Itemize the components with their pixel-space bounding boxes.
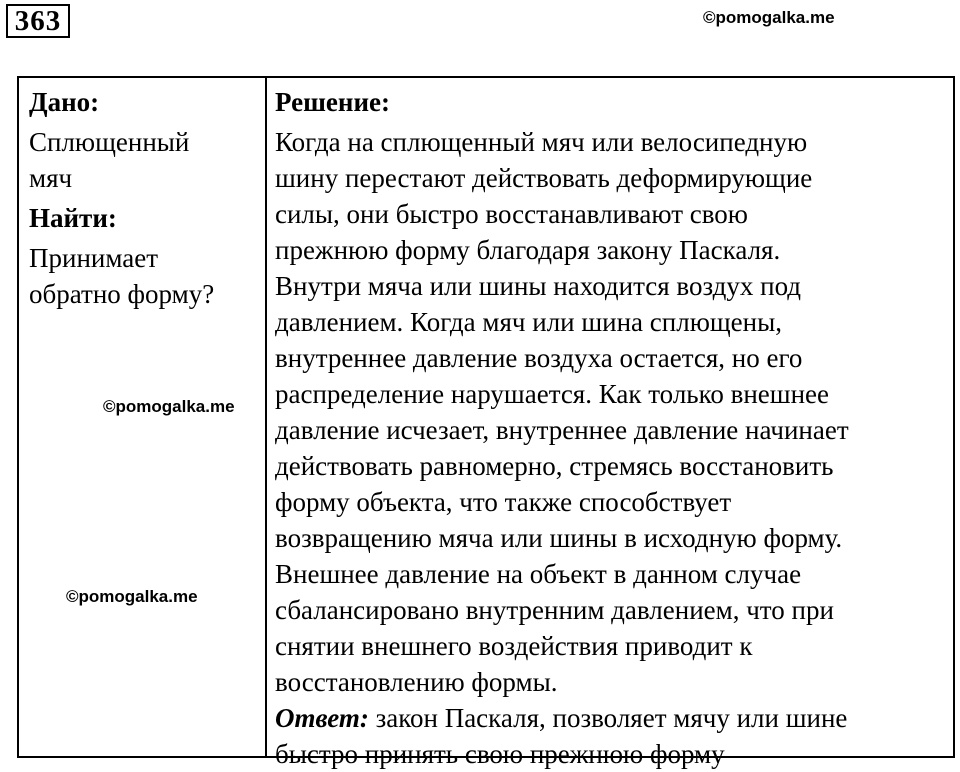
solution-line: действовать равномерно, стремясь восстановить	[275, 451, 834, 481]
solution-line: прежнюю форму благодаря закону Паскаля.	[275, 235, 781, 265]
given-line: Сплющенный	[29, 127, 190, 157]
solution-line: силы, они быстро восстанавливают свою	[275, 199, 748, 229]
watermark-lower: ©pomogalka.me	[66, 587, 198, 606]
solution-line: форму объекта, что также способствует	[275, 487, 732, 517]
solution-line: снятии внешнего воздействия приводит к	[275, 631, 753, 661]
solution-heading: Решение:	[275, 87, 390, 117]
solution-line: распределение нарушается. Как только внешнее	[275, 379, 829, 409]
find-line: обратно форму?	[29, 279, 215, 309]
solution-line: Внутри мяча или шины находится воздух под	[275, 271, 802, 301]
solution-column	[275, 84, 945, 772]
watermark-middle: ©pomogalka.me	[103, 397, 235, 416]
find-heading: Найти:	[29, 203, 117, 233]
solution-line: восстановлению формы.	[275, 667, 558, 697]
problem-number: 363	[6, 4, 70, 38]
find-line: Принимает	[29, 243, 159, 273]
answer-line: быстро принять свою прежнюю форму	[275, 739, 725, 769]
column-divider	[265, 78, 267, 756]
solution-line: давление исчезает, внутреннее давление начинает	[275, 415, 849, 445]
given-line: мяч	[29, 163, 73, 193]
solution-line: возвращению мяча или шины в исходную форму.	[275, 523, 843, 553]
solution-line: внутреннее давление воздуха остается, но его	[275, 343, 803, 373]
task-table	[17, 76, 955, 769]
solution-line: Когда на сплющенный мяч или велосипедную	[275, 127, 808, 157]
answer-line	[275, 700, 945, 736]
solution-line: шину перестают действовать деформирующие	[275, 163, 813, 193]
solution-line: Внешнее давление на объект в данном случае	[275, 559, 802, 589]
given-find-column	[29, 84, 259, 312]
watermark-top: ©pomogalka.me	[703, 8, 835, 27]
given-heading: Дано:	[29, 87, 100, 117]
answer-label: Ответ:	[275, 703, 369, 733]
solution-line: давлением. Когда мяч или шина сплющены,	[275, 307, 782, 337]
solution-line: сбалансировано внутренним давлением, что при	[275, 595, 834, 625]
answer-text: закон Паскаля, позволяет мячу или шине	[368, 703, 848, 733]
